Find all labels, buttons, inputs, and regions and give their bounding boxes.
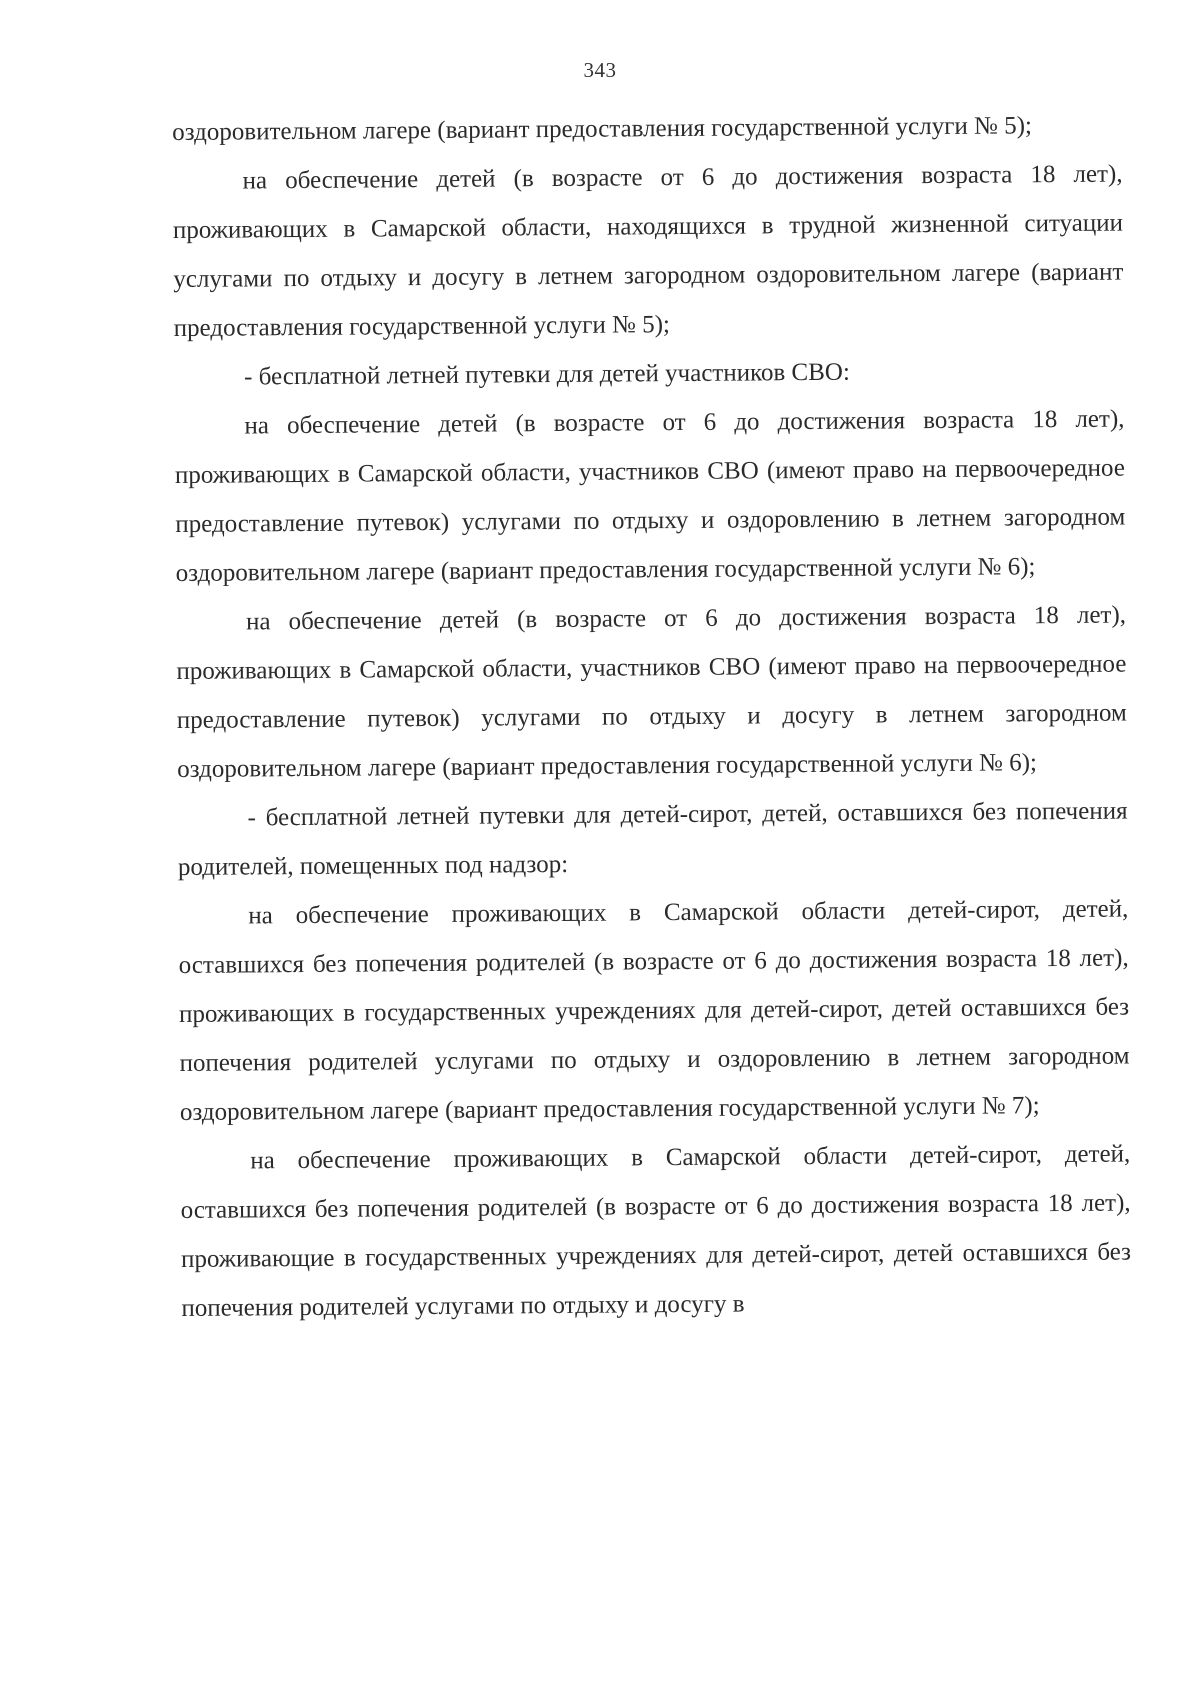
paragraph-5: на обеспечение детей (в возрасте от 6 до достижения возраста 18 лет), проживающих в Самарской области, участников СВО (имеют право на первоочередное предоставление путевок) услугами по отдыху и досугу в летнем загородном оздоровительном лагере (вариант предоставления государственной услуги № 6); — [176, 601, 1127, 783]
paragraph-6: - бесплатной летней путевки для детей-сирот, детей, оставшихся без попечения родителей, помещенных под надзор: — [177, 797, 1128, 881]
body-text — [172, 101, 1132, 1333]
paragraph-2: на обеспечение детей (в возрасте от 6 до достижения возраста 18 лет), проживающих в Самарской области, находящихся в трудной жизненной ситуации услугами по отдыху и досугу в летнем загородном оздоровительном лагере (вариант предоставления государственной услуги № 5); — [172, 160, 1124, 342]
page-number: 343 — [583, 58, 617, 82]
paragraph-7: на обеспечение проживающих в Самарской области детей-сирот, детей, оставшихся без попечения родителей (в возрасте от 6 до достижения возраста 18 лет), проживающих в государственных учреждениях для детей-сирот, детей оставшихся без попечения родителей услугами по отдыху и оздоровлению в летнем загородном оздоровительном лагере (вариант предоставления государственной услуги № 7); — [178, 895, 1130, 1126]
paragraph-8: на обеспечение проживающих в Самарской области детей-сирот, детей, оставшихся без попечения родителей (в возрасте от 6 до достижения возраста 18 лет), проживающие в государственных учреждениях для детей-сирот, детей оставшихся без попечения родителей услугами по отдыху и досугу в — [180, 1140, 1132, 1322]
paragraph-3: - бесплатной летней путевки для детей участников СВО: — [244, 358, 850, 391]
paragraph-4: на обеспечение детей (в возрасте от 6 до достижения возраста 18 лет), проживающих в Самарской области, участников СВО (имеют право на первоочередное предоставление путевок) услугами по отдыху и оздоровлению в летнем загородном оздоровительном лагере (вариант предоставления государственной услуги № 6); — [174, 405, 1126, 587]
paragraph-1: оздоровительном лагере (вариант предоставления государственной услуги № 5); — [172, 112, 1033, 146]
